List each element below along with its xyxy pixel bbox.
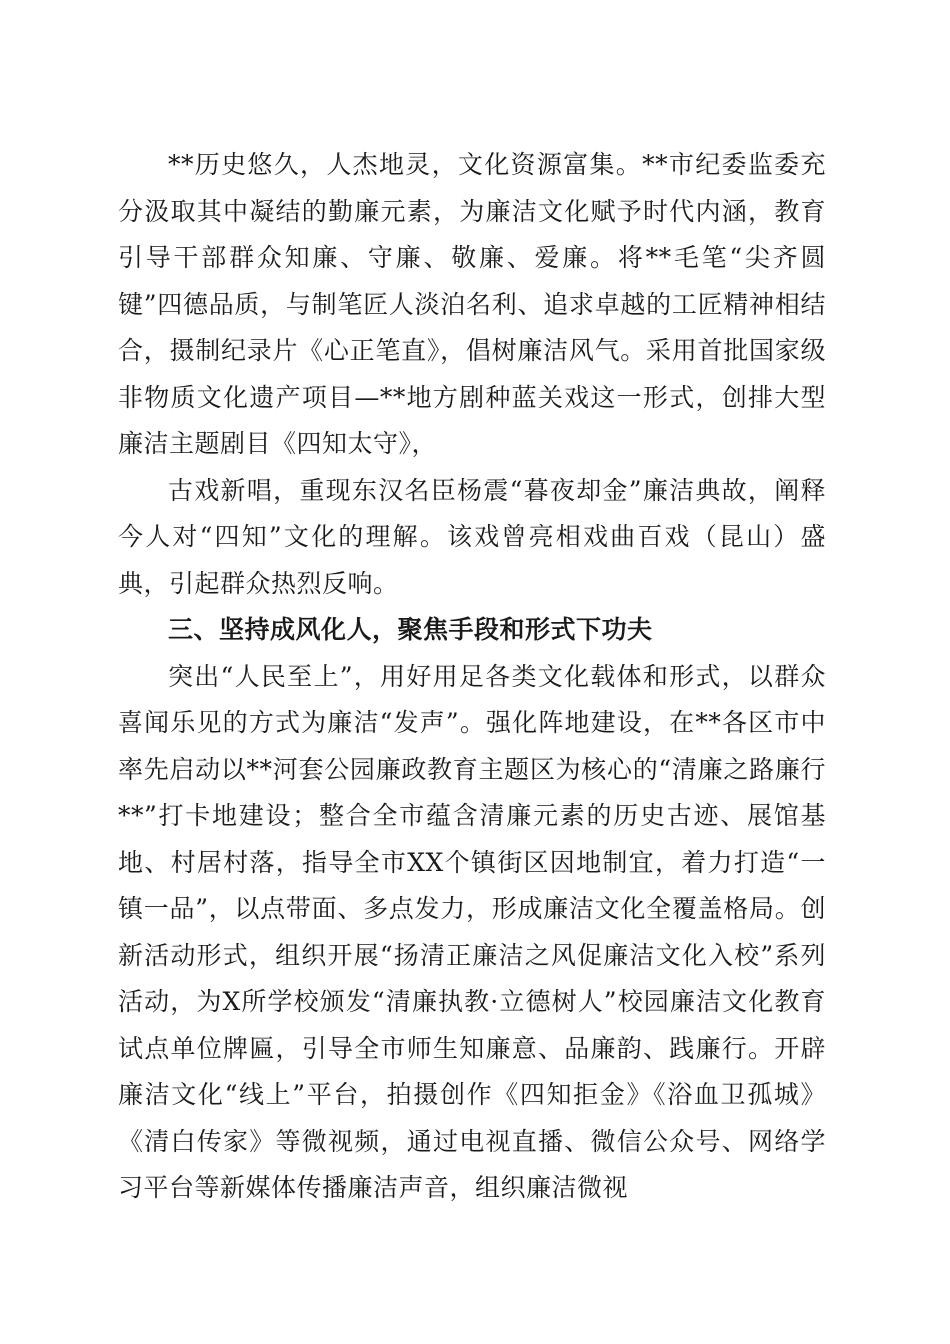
section-heading: 三、坚持成风化人，聚焦手段和形式下功夫: [168, 615, 653, 644]
paragraph-opera: 古戏新唱，重现东汉名臣杨震“暮夜却金”廉洁典故，阐释今人对“四知”文化的理解。该戏曾亮相戏曲百戏（昆山）盛典，引起群众热烈反响。: [118, 475, 826, 598]
paragraph-section-body: 突出“人民至上”，用好用足各类文化载体和形式，以群众喜闻乐见的方式为廉洁“发声”。强化阵地建设，在**各区市中率先启动以**河套公园廉政教育主题区为核心的“清廉之路廉行**”打卡地建设；整合全市蕴含清廉元素的历史古迹、展馆基地、村居村落，指导全市XX个镇街区因地制宜，着力打造“一镇一品”，以点带面、多点发力，形成廉洁文化全覆盖格局。创新活动形式，组织开展“扬清正廉洁之风促廉洁文化入校”系列活动，为X所学校颁发“清廉执教·立德树人”校园廉洁文化教育试点单位牌匾，引导全市师生知廉意、品廉韵、践廉行。开辟廉洁文化“线上”平台，拍摄创作《四知拒金》《浴血卫孤城》《清白传家》等微视频，通过电视直播、微信公众号、网络学习平台等新媒体传播廉洁声音，组织廉洁微视: [118, 661, 826, 1202]
document-body: [118, 142, 826, 1212]
paragraph-history-culture: **历史悠久，人杰地灵，文化资源富集。**市纪委监委充分汲取其中凝结的勤廉元素，为廉洁文化赋予时代内涵，教育引导干部群众知廉、守廉、敬廉、爱廉。将**毛笔“尖齐圆键”四德品质，与制笔匠人淡泊名利、追求卓越的工匠精神相结合，摄制纪录片《心正笔直》，倡树廉洁风气。采用首批国家级非物质文化遗产项目—**地方剧种蓝关戏这一形式，创排大型廉洁主题剧目《四知太守》，: [118, 150, 826, 458]
